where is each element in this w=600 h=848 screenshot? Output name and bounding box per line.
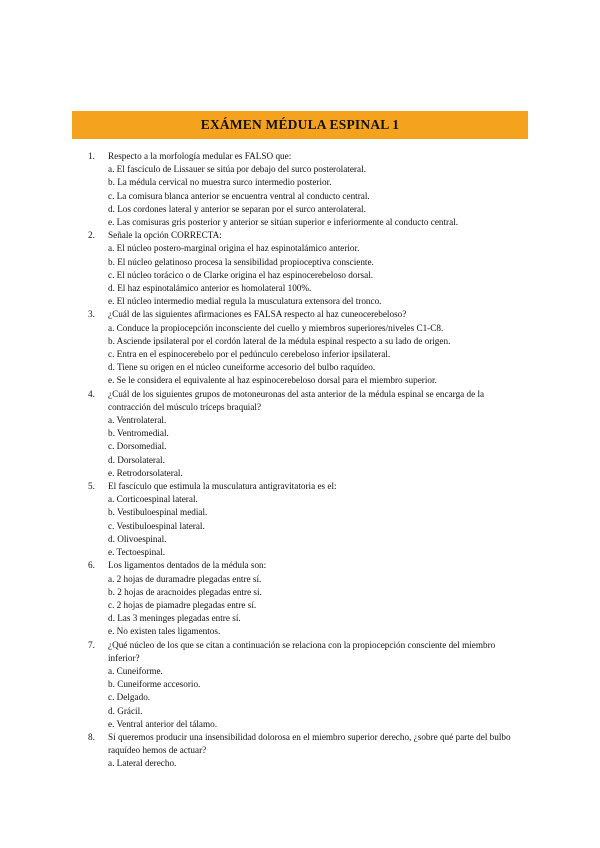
question-text: ¿Qué núcleo de los que se citan a continuación se relaciona con la propiocepción consciente del miembro inferior? [108,639,496,663]
question-text: Señale la opción CORRECTA: [108,230,222,241]
exam-title-banner [72,111,528,139]
answer-option: e. No existen tales ligamentos. [108,626,221,637]
answer-options [108,242,528,308]
answer-option: d. Olivoespinal. [108,533,167,544]
answer-option: d. El haz espinotalámico anterior es homolateral 100%. [108,283,312,294]
answer-option: a. 2 hojas de duramadre plegadas entre sí. [108,573,262,584]
answer-option: e. Tectoespinal. [108,547,166,558]
question-number: 8. [88,731,95,742]
answer-option: b. El núcleo gelatinoso procesa la sensibilidad propioceptiva consciente. [108,256,374,267]
question-item [88,639,528,731]
answer-option: d. Los cordones lateral y anterior se separan por el surco anterolateral. [108,203,366,214]
question-number: 2. [88,230,95,241]
answer-option: b. Ventromedial. [108,428,169,439]
question-text: ¿Cuál de las siguientes afirmaciones es FALSA respecto al haz cuneocerebeloso? [108,309,407,320]
answer-option: b. 2 hojas de aracnoides plegadas entre sí. [108,586,262,597]
answer-options [108,414,528,480]
answer-option: b. Cuneiforme accesorio. [108,679,201,690]
question-number: 1. [88,151,95,161]
question-item [88,559,528,638]
answer-option: a. Lateral derecho. [108,758,177,769]
answer-option: b. Asciende ipsilateral por el cordón lateral de la médula espinal respecto a su lado de origen. [108,335,451,346]
answer-option: a. El fascículo de Lissauer se sitúa por debajo del surco posterolateral. [108,164,366,175]
answer-option: d. Grácil. [108,705,143,716]
question-list [88,150,528,771]
answer-option: c. Dorsomedial. [108,441,167,452]
answer-option: e. Retrodorsolateral. [108,467,183,478]
answer-options [108,665,528,731]
answer-option: a. El núcleo postero-marginal origina el haz espinotalámico anterior. [108,243,360,254]
question-item [88,229,528,308]
question-item [88,150,528,229]
answer-option: e. Las comisuras gris posterior y anterior se sitúan superior e inferiormente al conducto central. [108,217,459,228]
question-text: El fascículo que estimula la musculatura antigravitatoria es el: [108,481,337,492]
answer-option: d. Tiene su origen en el núcleo cuneiforme accesorio del bulbo raquídeo. [108,362,376,373]
answer-option: e. Se le considera el equivalente al haz espinocerebeloso dorsal para el miembro superior. [108,375,437,386]
answer-option: c. Delgado. [108,692,151,703]
answer-options [108,757,528,770]
answer-options [108,322,528,388]
question-number: 7. [88,639,95,650]
answer-option: a. Cuneiforme. [108,665,163,676]
answer-option: b. Vestibuloespinal medial. [108,507,208,518]
answer-option: e. El núcleo intermedio medial regula la musculatura extensora del tronco. [108,296,382,307]
answer-option: b. La médula cervical no muestra surco intermedio posterior. [108,177,332,188]
question-text: ¿Cuál de los siguientes grupos de motoneuronas del asta anterior de la médula espinal se encarga de la contracción del músculo tríceps braquial? [108,388,485,412]
answer-options [108,493,528,559]
question-number: 5. [88,481,95,492]
answer-option: c. 2 hojas de piamadre plegadas entre sí. [108,599,257,610]
answer-option: a. Ventrolateral. [108,415,167,426]
answer-option: d. Las 3 meninges plegadas entre sí. [108,613,241,624]
answer-option: c. Vestibuloespinal lateral. [108,520,205,531]
question-item [88,731,528,771]
question-number: 6. [88,560,95,571]
question-text: Los ligamentos dentados de la médula son: [108,560,267,571]
answer-option: e. Ventral anterior del tálamo. [108,718,218,729]
question-item [88,308,528,387]
answer-options [108,573,528,639]
exam-title: EXÁMEN MÉDULA ESPINAL 1 [200,117,400,132]
answer-option: d. Dorsolateral. [108,454,165,465]
answer-option: c. Entra en el espinocerebelo por el pedúnculo cerebeloso inferior ipsilateral. [108,349,391,360]
question-number: 4. [88,388,95,399]
question-number: 3. [88,309,95,320]
answer-option: a. Conduce la propiocepción inconsciente del cuello y miembros superiores/niveles C1-C8. [108,322,444,333]
question-text: Si queremos producir una insensibilidad dolorosa en el miembro superior derecho, ¿sobre qué parte del bulbo raquídeo hemos de actuar? [108,731,511,756]
question-item [88,480,528,559]
question-item [88,388,528,480]
answer-option: a. Corticoespinal lateral. [108,494,198,505]
answer-option: c. La comisura blanca anterior se encuentra ventral al conducto central. [108,190,370,201]
question-text: Respecto a la morfología medular es FALSO que: [108,151,292,161]
answer-option: c. El núcleo torácico o de Clarke origina el haz espinocerebeloso dorsal. [108,269,374,280]
answer-options [108,163,528,229]
